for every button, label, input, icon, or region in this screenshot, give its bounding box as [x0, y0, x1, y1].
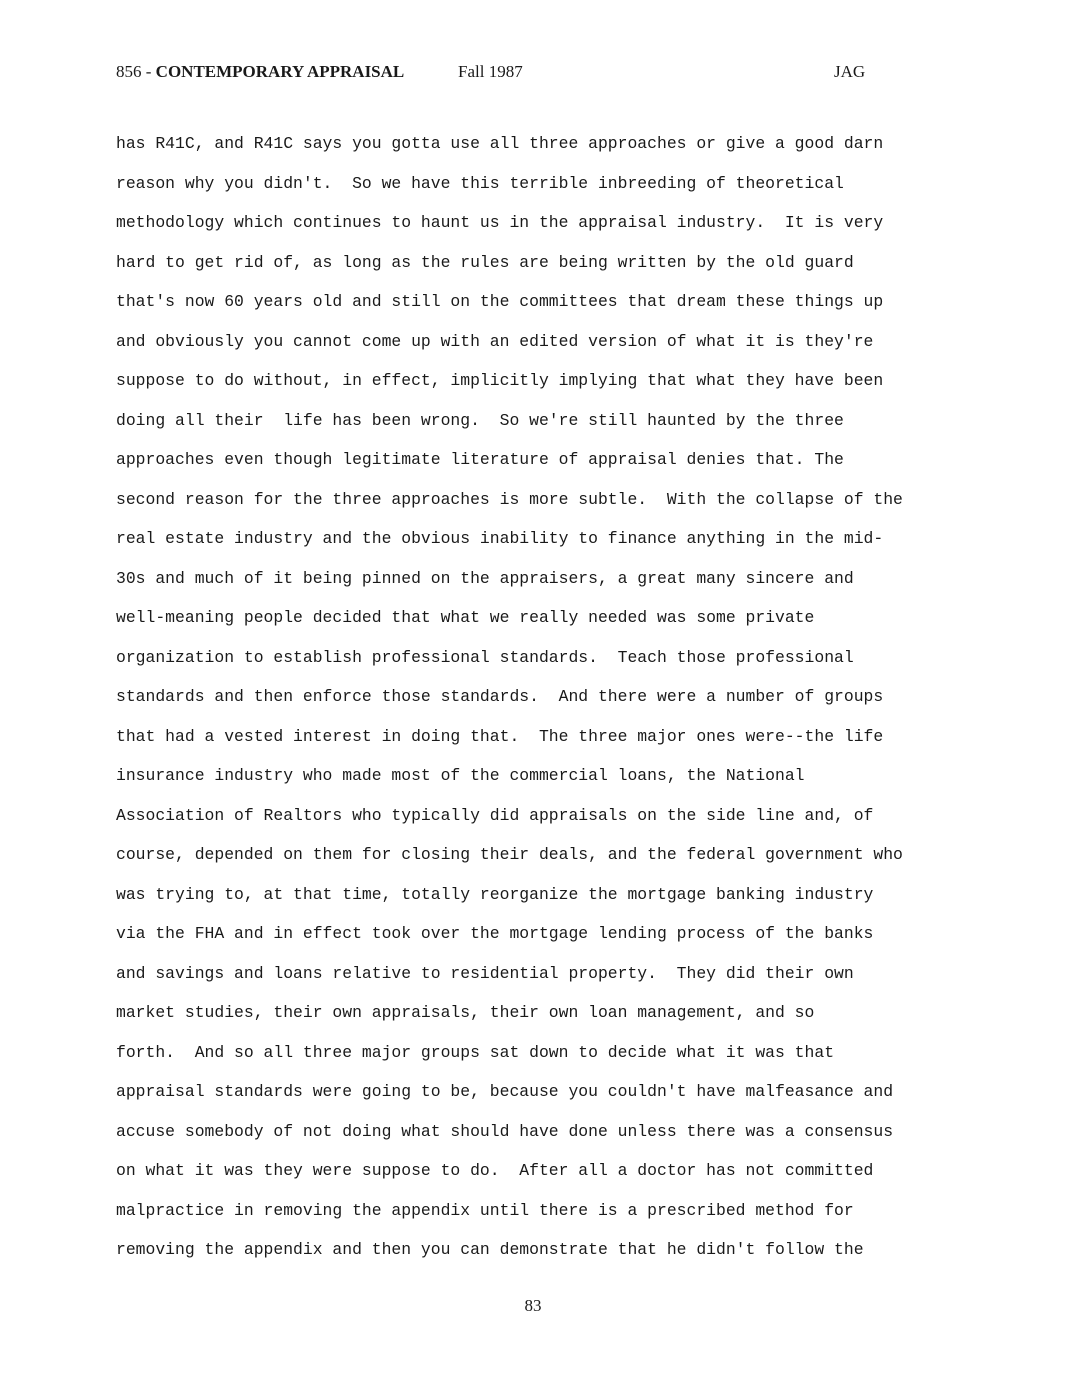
text-line: forth. And so all three major groups sat down to decide what it was that: [116, 1042, 835, 1062]
author-initials: JAG: [834, 62, 866, 81]
text-line: hard to get rid of, as long as the rules are being written by the old guard: [116, 252, 854, 272]
text-line: and savings and loans relative to residential property. They did their own: [116, 963, 854, 983]
text-line: was trying to, at that time, totally reorganize the mortgage banking industry: [116, 884, 874, 904]
text-line: approaches even though legitimate literature of appraisal denies that. The: [116, 450, 844, 469]
text-line: organization to establish professional standards. Teach those professional: [116, 647, 854, 667]
text-line: suppose to do without, in effect, implicitly implying that what they have been: [116, 371, 884, 390]
text-line: well-meaning people decided that what we really needed was some private: [116, 608, 815, 627]
text-line: via the FHA and in effect took over the mortgage lending process of the banks: [116, 924, 874, 943]
course-number: 856 -: [116, 62, 152, 81]
text-line: insurance industry who made most of the commercial loans, the National: [116, 766, 805, 785]
text-line: on what it was they were suppose to do. After all a doctor has not committed: [116, 1161, 874, 1180]
text-line: doing all their life has been wrong. So we're still haunted by the three: [116, 410, 844, 430]
text-line: and obviously you cannot come up with an edited version of what it is they're: [116, 331, 874, 351]
text-line: standards and then enforce those standards. And there were a number of groups: [116, 687, 884, 706]
text-line: Association of Realtors who typically did appraisals on the side line and, of: [116, 805, 874, 825]
text-line: that had a vested interest in doing that. The three major ones were--the life: [116, 726, 884, 746]
text-line: has R41C, and R41C says you gotta use all three approaches or give a good darn: [116, 134, 884, 153]
text-line: methodology which continues to haunt us in the appraisal industry. It is very: [116, 213, 884, 232]
text-line: that's now 60 years old and still on the committees that dream these things up: [116, 292, 884, 311]
course-title: CONTEMPORARY APPRAISAL: [155, 62, 405, 81]
text-line: second reason for the three approaches is more subtle. With the collapse of the: [116, 489, 903, 509]
text-line: reason why you didn't. So we have this terrible inbreeding of theoretical: [116, 173, 844, 193]
text-line: appraisal standards were going to be, because you couldn't have malfeasance and: [116, 1082, 894, 1101]
text-line: course, depended on them for closing their deals, and the federal government who: [116, 845, 903, 864]
text-line: market studies, their own appraisals, their own loan management, and so: [116, 1003, 815, 1022]
text-line: 30s and much of it being pinned on the appraisers, a great many sincere and: [116, 568, 854, 588]
text-line: real estate industry and the obvious inability to finance anything in the mid-: [116, 529, 884, 548]
text-line: removing the appendix and then you can demonstrate that he didn't follow the: [116, 1240, 864, 1259]
text-line: malpractice in removing the appendix until there is a prescribed method for: [116, 1200, 854, 1220]
course-heading: [116, 62, 404, 82]
page-header: [0, 62, 1066, 86]
term-label: Fall 1987: [458, 62, 523, 81]
text-line: accuse somebody of not doing what should have done unless there was a consensus: [116, 1121, 894, 1141]
transcript-body: [116, 124, 1016, 1270]
page-number: 83: [524, 1296, 542, 1315]
